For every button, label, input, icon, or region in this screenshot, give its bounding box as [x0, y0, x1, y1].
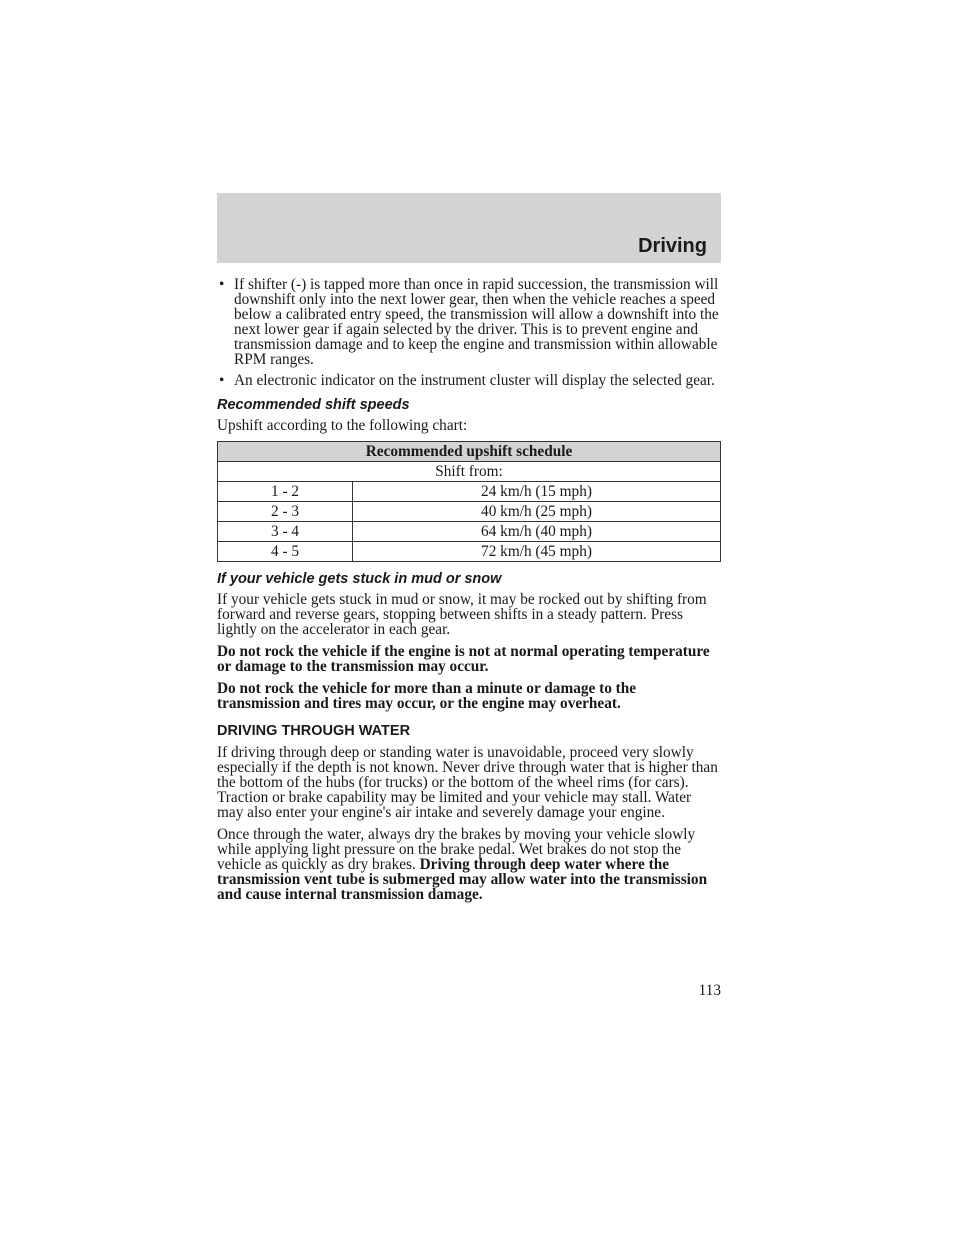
stuck-paragraph: If your vehicle gets stuck in mud or snow, it may be rocked out by shifting from forward and reverse gears, stopping between shifts in a steady pattern. Press lightly on the accelerator in each gear. — [217, 591, 707, 638]
upshift-schedule-table — [217, 441, 721, 562]
table-row — [218, 542, 721, 562]
table-row — [218, 502, 721, 522]
section-header-band — [217, 193, 721, 263]
section-title: Driving — [638, 235, 707, 257]
table-row — [218, 482, 721, 502]
list-item — [217, 277, 721, 367]
bullet-list — [217, 277, 721, 388]
list-item — [217, 373, 721, 388]
shift-speeds-intro: Upshift according to the following chart: — [217, 417, 468, 434]
gear-cell: 4 - 5 — [218, 542, 353, 562]
bullet-text: If shifter (-) is tapped more than once in rapid succession, the transmission will downshift only into the next lower gear, then when the vehicle reaches a speed below a calibrated entry speed, the transmission will allow a downshift into the next lower gear if again selected by the driver. This is to prevent engine and transmission damage and to keep the engine and transmission within allowable RPM ranges. — [234, 276, 719, 368]
water-heading: DRIVING THROUGH WATER — [217, 723, 411, 739]
table-subheader-row — [218, 462, 721, 482]
shift-speeds-heading: Recommended shift speeds — [217, 397, 410, 413]
stuck-warning-temperature: Do not rock the vehicle if the engine is not at normal operating temperature or damage to the transmission may occur. — [217, 643, 710, 675]
bullet-icon: • — [219, 276, 225, 293]
water-paragraph: If driving through deep or standing water is unavoidable, proceed very slowly especially if the depth is not known. Never drive through water that is higher than the bottom of the hubs (for trucks) or the bottom of the wheel rims (for cars). Traction or brake capability may be limited and your vehicle may stall. Water may also enter your engine's air intake and severely damage your engine. — [217, 744, 718, 821]
gear-cell: 3 - 4 — [218, 522, 353, 542]
gear-cell: 1 - 2 — [218, 482, 353, 502]
bullet-icon: • — [219, 372, 225, 389]
speed-cell: 40 km/h (25 mph) — [353, 502, 721, 522]
stuck-heading: If your vehicle gets stuck in mud or snow — [217, 571, 502, 587]
stuck-warning-duration: Do not rock the vehicle for more than a minute or damage to the transmission and tires may occur, or the engine may overheat. — [217, 680, 637, 712]
water-brakes-paragraph — [217, 827, 721, 902]
water-brakes-warning: Driving through deep water where the transmission vent tube is submerged may allow water into the transmission and cause internal transmission damage. — [217, 856, 708, 903]
gear-cell: 2 - 3 — [218, 502, 353, 522]
bullet-text: An electronic indicator on the instrument cluster will display the selected gear. — [234, 372, 715, 389]
speed-cell: 64 km/h (40 mph) — [353, 522, 721, 542]
page-number: 113 — [698, 982, 721, 999]
water-brakes-text: Once through the water, always dry the brakes by moving your vehicle slowly while applying light pressure on the brake pedal. Wet brakes do not stop the vehicle as quickly as dry brakes. — [217, 826, 696, 873]
table-row — [218, 522, 721, 542]
speed-cell: 72 km/h (45 mph) — [353, 542, 721, 562]
page-content — [217, 277, 721, 909]
table-title: Recommended upshift schedule — [218, 442, 721, 462]
speed-cell: 24 km/h (15 mph) — [353, 482, 721, 502]
table-header-row — [218, 442, 721, 462]
table-subheader: Shift from: — [218, 462, 721, 482]
